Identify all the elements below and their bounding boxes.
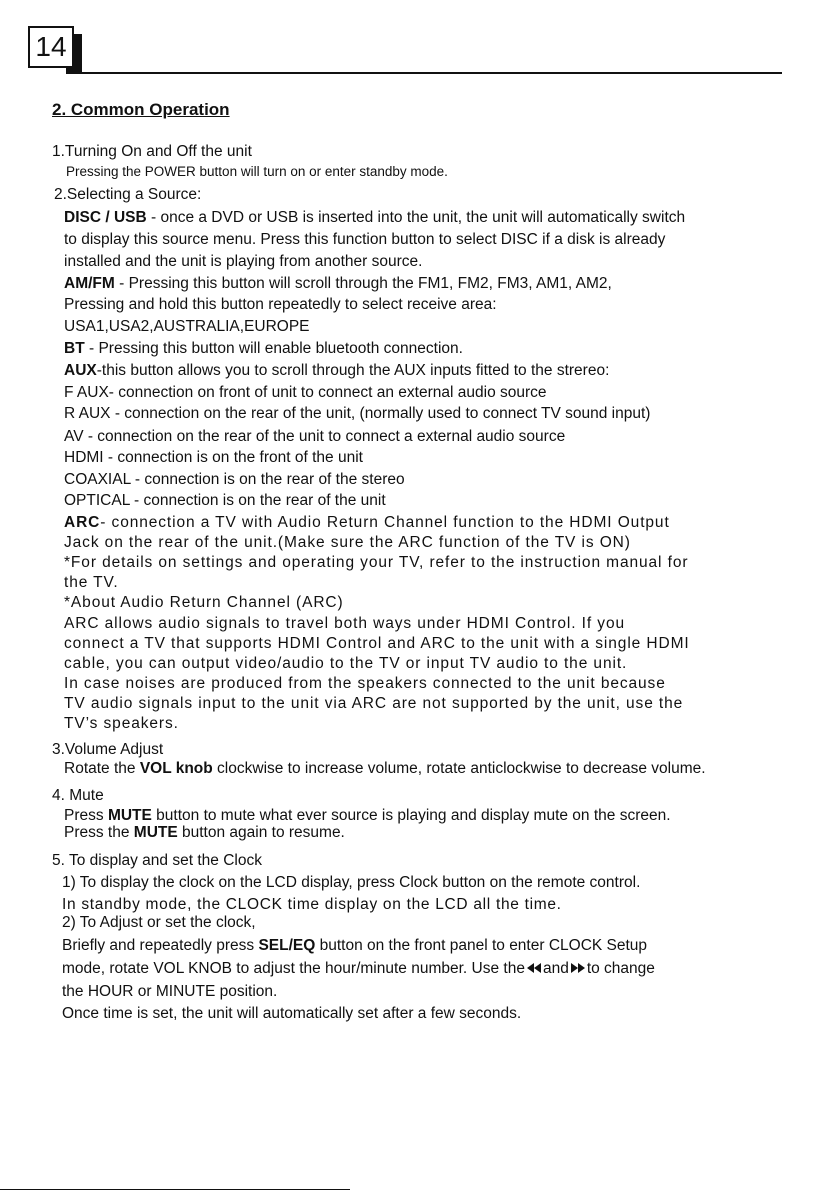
s2-arc-line-9: In case noises are produced from the speakers connected to the unit because [64, 675, 666, 692]
s2-heading: 2.Selecting a Source: [54, 186, 202, 203]
am-fm-text: - Pressing this button will scroll through the FM1, FM2, FM3, AM1, AM2, [114, 275, 612, 292]
s4-l2-post: button again to resume. [177, 824, 345, 841]
s3-text [64, 759, 706, 779]
s5-l4-post: button on the front panel to enter CLOCK Setup [315, 937, 648, 954]
s2-arc-line-2: Jack on the rear of the unit.(Make sure the ARC function of the TV is ON) [64, 534, 631, 551]
s2-disc-line-1 [64, 208, 685, 228]
s4-l2-pre: Press the [64, 824, 134, 841]
header-rule [66, 72, 782, 74]
s5-line-5 [62, 959, 655, 979]
s2-bt-line [64, 339, 463, 359]
s5-l4-pre: Briefly and repeatedly press [62, 937, 259, 954]
s2-amfm-line-1 [64, 274, 612, 294]
s2-optical: OPTICAL - connection is on the rear of the unit [64, 492, 386, 509]
s2-hdmi: HDMI - connection is on the front of the unit [64, 449, 363, 466]
s2-arc-line-7: connect a TV that supports HDMI Control and ARC to the unit with a single HDMI [64, 635, 690, 652]
s3-heading: 3.Volume Adjust [52, 741, 164, 758]
s2-disc-line-2: to display this source menu. Press this function button to select DISC if a disk is already [64, 231, 666, 248]
s5-line-2: In standby mode, the CLOCK time display on the LCD all the time. [62, 896, 562, 913]
s2-arc-line-8: cable, you can output video/audio to the TV or input TV audio to the unit. [64, 655, 628, 672]
s5-line-7: Once time is set, the unit will automatically set after a few seconds. [62, 1005, 522, 1022]
s1-heading: 1.Turning On and Off the unit [52, 143, 252, 160]
s4-line-2 [64, 823, 345, 843]
s2-disc-line-3: installed and the unit is playing from another source. [64, 253, 423, 270]
s1-text: Pressing the POWER button will turn on or enter standby mode. [66, 164, 448, 179]
s2-arc-line-11: TV’s speakers. [64, 715, 179, 732]
s2-arc-line-6: ARC allows audio signals to travel both ways under HDMI Control. If you [64, 615, 625, 632]
am-fm-label: AM/FM [64, 275, 115, 292]
s5-line-1: 1) To display the clock on the LCD display, press Clock button on the remote control. [62, 874, 641, 891]
s2-r-aux: R AUX - connection on the rear of the unit, (normally used to connect TV sound input) [64, 405, 651, 422]
s2-arc-line-10: TV audio signals input to the unit via ARC are not supported by the unit, use the [64, 695, 684, 712]
vol-knob-label: VOL knob [139, 760, 213, 777]
arc-label: ARC [64, 514, 101, 531]
aux-text: -this button allows you to scroll through the AUX inputs fitted to the strereo: [96, 362, 610, 379]
s5-l5-pre: mode, rotate VOL KNOB to adjust the hour/minute number. Use the [62, 960, 525, 977]
s5-l5-post: to change [586, 960, 655, 977]
s5-line-4 [62, 936, 647, 956]
rewind-icon [527, 959, 541, 979]
s2-av: AV - connection on the rear of the unit to connect a external audio source [64, 428, 566, 445]
mute-label-2: MUTE [133, 824, 178, 841]
disc-usb-text: - once a DVD or USB is inserted into the unit, the unit will automatically switch [146, 209, 686, 226]
fast-forward-icon [571, 959, 585, 979]
s3-text-post: clockwise to increase volume, rotate anticlockwise to decrease volume. [212, 760, 706, 777]
s5-line-3: 2) To Adjust or set the clock, [62, 914, 256, 931]
disc-usb-label: DISC / USB [64, 209, 147, 226]
s2-amfm-line-3: USA1,USA2,AUSTRALIA,EUROPE [64, 318, 310, 335]
s2-arc-line-4: the TV. [64, 574, 119, 591]
s4-l1-post: button to mute what ever source is playing and display mute on the screen. [151, 807, 671, 824]
sel-eq-label: SEL/EQ [258, 937, 316, 954]
s2-arc-line-3: *For details on settings and operating your TV, refer to the instruction manual for [64, 554, 689, 571]
aux-label: AUX [64, 362, 97, 379]
bt-label: BT [64, 340, 85, 357]
s4-l1-pre: Press [64, 807, 108, 824]
bt-text: - Pressing this button will enable bluetooth connection. [84, 340, 463, 357]
footer-rule [0, 1189, 350, 1190]
s2-amfm-line-2: Pressing and hold this button repeatedly to select receive area: [64, 296, 497, 313]
page-number: 14 [28, 26, 74, 68]
s4-heading: 4. Mute [52, 787, 104, 804]
s2-arc-line-5: *About Audio Return Channel (ARC) [64, 594, 344, 611]
s5-line-6: the HOUR or MINUTE position. [62, 983, 278, 1000]
arc-text: - connection a TV with Audio Return Channel function to the HDMI Output [100, 514, 670, 531]
s2-arc-line-1 [64, 513, 670, 533]
s5-heading: 5. To display and set the Clock [52, 852, 262, 869]
section-title: 2. Common Operation [52, 100, 230, 119]
s5-l5-mid: and [542, 960, 569, 977]
s2-aux-line [64, 361, 609, 381]
s2-f-aux: F AUX- connection on front of unit to connect an external audio source [64, 384, 547, 401]
s3-text-pre: Rotate the [64, 760, 140, 777]
mute-label-1: MUTE [107, 807, 152, 824]
s2-coaxial: COAXIAL - connection is on the rear of the stereo [64, 471, 405, 488]
